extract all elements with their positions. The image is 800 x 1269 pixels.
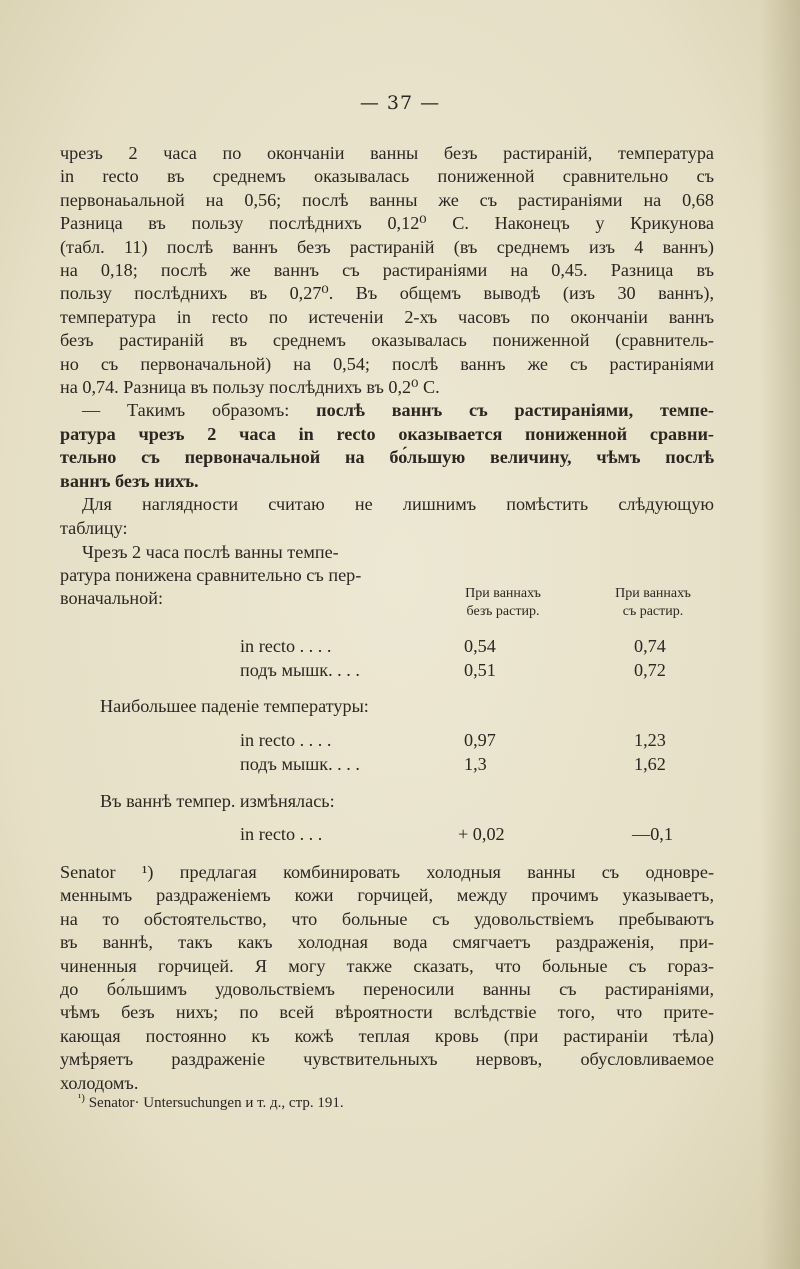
text-line: (табл. 11) послѣ ваннъ безъ растираній (въ среднемъ изъ 4 ваннъ) <box>60 236 714 257</box>
cell-value: 0,72 <box>634 660 666 680</box>
text-line: чиненныя горчицей. Я могу также сказать, что больные съ гораз- <box>60 955 714 976</box>
conclusion-line <box>60 399 714 422</box>
text-line: меннымъ раздраженіемъ кожи горчицей, между прочимъ указываетъ, <box>60 885 714 906</box>
column-header-line: При ваннахъ <box>615 586 691 601</box>
row-label: in recto . . . . <box>240 636 332 656</box>
cell-value: 1,3 <box>464 754 487 774</box>
text-line: Senator ¹) предлагая комбинировать холодныя ванны съ одновре- <box>60 862 714 882</box>
page-edge-shadow <box>760 0 800 1269</box>
page-number: — 37 — <box>359 92 441 114</box>
cell-value: + 0,02 <box>458 824 505 844</box>
text-line: безъ растираній въ среднемъ оказывалась пониженной (сравнитель- <box>60 330 714 351</box>
cell-value: 1,62 <box>634 754 666 774</box>
conclusion-line: тельно съ первоначальной на бо́льшую величину, чѣмъ послѣ <box>60 447 714 468</box>
footnote <box>78 1092 344 1112</box>
main-text <box>60 142 714 540</box>
table-intro-line: воначальной: <box>60 588 163 608</box>
conclusion-line: ваннъ безъ нихъ. <box>60 470 199 491</box>
text-line: чрезъ 2 часа по окончаніи ванны безъ растираній, температура <box>60 143 714 163</box>
column-header-line: безъ растир. <box>466 604 540 619</box>
table-group-title: Въ ваннѣ темпер. измѣнялась: <box>100 791 335 811</box>
table-group-title: Наибольшее паденіе температуры: <box>100 696 369 716</box>
row-label: подъ мышк. . . . <box>240 660 360 680</box>
cell-value: 0,54 <box>464 636 496 656</box>
text-line: температура in recto по истеченіи 2-хъ часовъ по окончаніи ваннъ <box>60 306 714 327</box>
text-line: in recto въ среднемъ оказывалась пониженной сравнительно съ <box>60 166 714 187</box>
footnote-mark: ¹) <box>78 1092 85 1104</box>
text-line: на 0,74. Разница въ пользу послѣднихъ въ 0,2⁰ С. <box>60 377 440 398</box>
cell-value: 0,51 <box>464 660 496 680</box>
text-line: пользу послѣднихъ въ 0,27⁰. Въ общемъ выводѣ (изъ 30 ваннъ), <box>60 283 714 304</box>
table-intro-line: ратура понижена сравнительно съ пер- <box>60 565 362 585</box>
text-line: на 0,18; послѣ же ваннъ съ растираніями на 0,45. Разница въ <box>60 260 714 281</box>
row-label: in recto . . . <box>240 824 323 844</box>
text-line: въ ваннѣ, такъ какъ холодная вода смягчаетъ раздраженія, при- <box>60 932 714 953</box>
cell-value: —0,1 <box>632 824 673 844</box>
cell-value: 1,23 <box>634 730 666 750</box>
text-line: чѣмъ безъ нихъ; по всей вѣроятности вслѣдствіе того, что прите- <box>60 1002 714 1023</box>
text-line: Разница въ пользу послѣднихъ 0,12⁰ С. Наконецъ у Крикунова <box>60 213 714 234</box>
text-line: первонаьальной на 0,56; послѣ ванны же съ растираніями на 0,68 <box>60 189 714 210</box>
text-line: таблицу: <box>60 517 128 538</box>
table-intro-line: Чрезъ 2 часа послѣ ванны темпе- <box>82 542 339 562</box>
text-line: умѣряетъ раздраженіе чувствительныхъ нервовъ, обусловливаемое <box>60 1049 714 1070</box>
row-label: подъ мышк. . . . <box>240 754 360 774</box>
text-line: до бо́льшимъ удовольствіемъ переносили ванны съ растираніями, <box>60 979 714 1000</box>
column-header-without-rubbing <box>438 585 568 621</box>
column-header-line: При ваннахъ <box>465 586 541 601</box>
conclusion-line: ратура чрезъ 2 часа in recto оказывается пониженной сравни- <box>60 423 714 444</box>
text-line: кающая постоянно къ кожѣ теплая кровь (при растираніи тѣла) <box>60 1025 714 1046</box>
conclusion-bold: послѣ ваннъ съ растираніями, темпе- <box>316 400 714 421</box>
text-line: Для наглядности считаю не лишнимъ помѣстить слѣдующую <box>82 494 714 515</box>
column-header-with-rubbing <box>588 585 718 621</box>
text-line: но съ первоначальной) на 0,54; послѣ ваннъ же съ растираніями <box>60 353 714 374</box>
text-line: на то обстоятельство, что больные съ удовольствіемъ пребываютъ <box>60 908 714 929</box>
main-text-continued <box>60 861 714 1095</box>
cell-value: 0,74 <box>634 636 666 656</box>
footnote-text: Senator· Untersuchungen и т. д., стр. 191. <box>88 1095 344 1111</box>
text-line: холодомъ. <box>60 1072 139 1093</box>
cell-value: 0,97 <box>464 730 496 750</box>
conclusion-lead: — Такимъ образомъ: <box>82 400 290 421</box>
column-header-line: съ растир. <box>622 604 684 619</box>
row-label: in recto . . . . <box>240 730 332 750</box>
